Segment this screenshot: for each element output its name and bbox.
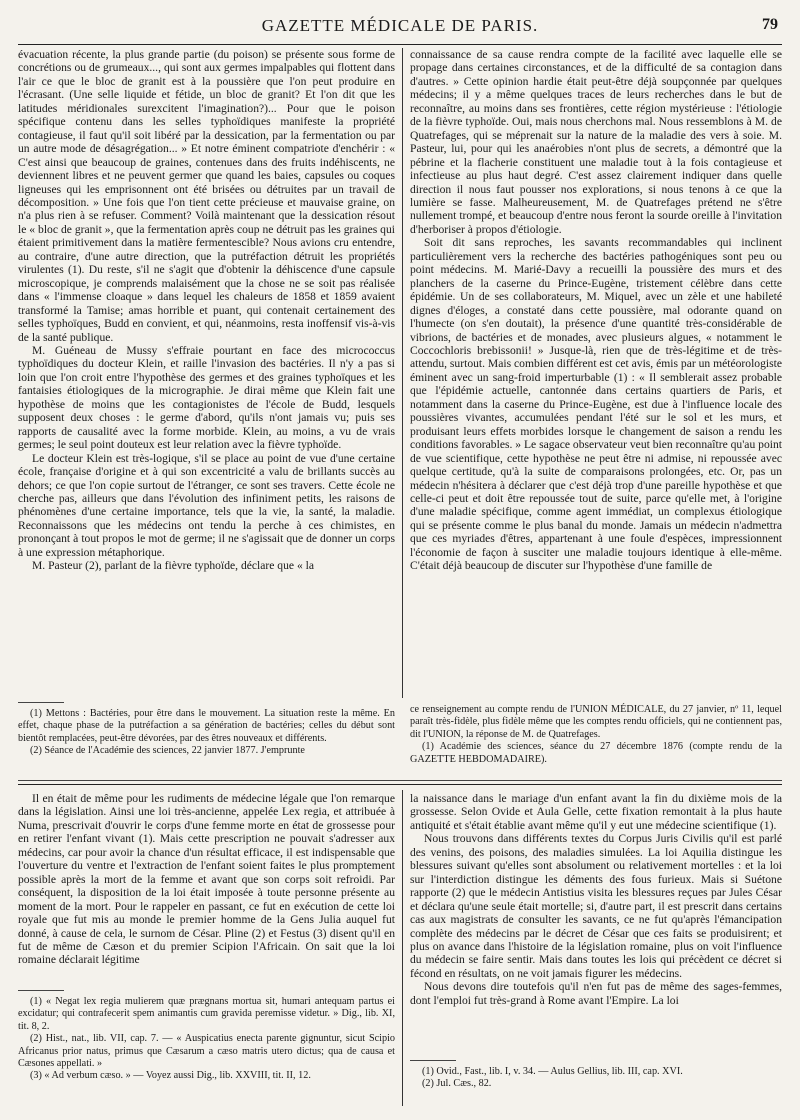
- column-divider: [402, 790, 403, 1106]
- paragraph: M. Pasteur (2), parlant de la fièvre typhoïde, déclare que « la: [32, 559, 315, 573]
- footnote: (1) Ovid., Fast., lib. I, v. 34. — Aulus Gellius, lib. III, cap. XVI.: [422, 1066, 683, 1077]
- paragraph: M. Guéneau de Mussy s'effraie pourtant en face des micrococcus typhoïdiques du docteur Klein, et raille l'invasion des bactéries. Il n'y a pas si loin que l'on croit entre l'hypothèse des germes et des graines typhoïques et les fantaisies étiologiques de la micrographie. Je dirai même que Klein fait une hypothèse de moins que les contagionistes de l'école de Budd, lesquels supposent deux choses : le germe d'abord, qu'ils n'ont jamais vu; puis ses rapports de causalité avec la forme morbide. Klein, au moins, a vu de vrais germes; le seul point douteux est leur relation avec la fièvre typhoïde.: [18, 343, 395, 452]
- footnote: (1) Mettons : Bactéries, pour être dans le mouvement. La situation reste la même. En effet, chaque phase de la putréfaction a sa génération de bactéries; celles du début sont bientôt remplacées, peut-être dévorées, par des êtres nouveaux et différents.: [18, 708, 395, 744]
- footnote-rule: [410, 1060, 456, 1061]
- bottom-left-column: [18, 792, 395, 967]
- footnote: (2) Séance de l'Académie des sciences, 22 janvier 1877. J'emprunte: [30, 745, 305, 757]
- top-left-column: [18, 48, 395, 573]
- paragraph: connaissance de sa cause rendra compte de la facilité avec laquelle elle se propage dans certaines circonstances, et de la difficulté de sa contagion dans d'autres. » Cette opinion hardie était peut-être déjà soupçonnée par quelques médecins; il y a même quelques traces de leurs recherches dans le but de reconnaître, au moins dans ses frontières, cette région mystérieuse : l'étiologie de la fièvre typhoïde. Oui, mais nous cherchons mal. Nous ressemblons à M. de Quatrefages, qui se méprenait sur la nature de la maladie des vers à soie. M. Pasteur, lui, pour qui les anaérobies n'ont plus de secrets, a démontré que la pébrine et la flacherie constituent une maladie tout à la fois contagieuse et infectieuse au plus haut degré. C'est assez clairement indiquer dans quelle direction il nous faut pousser nos explorations, si nous tenons à ce que la lumière se fasse. Malheureusement, M. de Quatrefages prétend ne s'être nullement trompé, et beaucoup d'entre nous feront la sourde oreille à l'invitation d'herboriser à propos d'étiologie.: [410, 48, 782, 236]
- bottom-left-footnotes: [18, 996, 395, 1083]
- section-rule: [18, 784, 782, 785]
- top-left-footnotes: [18, 708, 395, 758]
- footnote-rule: [18, 702, 64, 703]
- footnote-rule: [18, 990, 64, 991]
- paragraph: Il en était de même pour les rudiments de médecine légale que l'on remarque dans la législation. Ainsi une loi très-ancienne, appelée Lex regia, et attribuée à Numa, prescrivait d'ouvrir le corps d'une femme morte en état de grossesse pour en retirer l'enfant vivant (1). Mais cette prescription ne pouvait s'adresser aux médecins, car pour avoir la chance d'un résultat efficace, il est indispensable que l'ouverture du ventre et l'extraction de l'enfant soient faites le plus promptement possible après la mort de la femme et avant que son corps soit refroidi. Par conséquent, la disposition de la loi était imposée à toute personne présente au moment de la mort. Pour le rappeler en passant, ce fut en exécution de cette loi royale que fut mis au monde le premier homme de la Gens Julia auquel fut donné, à cause de cela, le surnom de César. Pline (2) et Festus (3) disent qu'il en fut de même de Cæson et du premier Scipion l'Africain. On sait que la loi romaine déclarait légitime: [18, 792, 395, 967]
- paragraph: Le docteur Klein est très-logique, s'il se place au point de vue d'une certaine école, française d'origine et à qui son excentricité a valu de brillants succès au dehors; ce que l'on copie surtout de l'étranger, ce sont ses travers. Cette école ne cherche pas, ailleurs que dans l'évolution des infiniment petits, les raisons de phénomènes d'une certaine importance, tels que la vie, la santé, la maladie. Reconnaissons que les médecins ont tendu la perche à ces chimistes, en prononçant à tout propos le mot de germe; il ne s'agissait que de donner un corps à une expression métaphorique.: [18, 451, 395, 559]
- section-rule: [18, 780, 782, 781]
- footnote: ce renseignement au compte rendu de l'UNION MÉDICALE, du 27 janvier, nº 11, lequel paraît très-fidèle, plus fidèle même que les comptes rendu officiels, qui ne contiennent pas, dit l'UNION, la réponse de M. de Quatrefages.: [410, 704, 782, 740]
- footnote: (1) Académie des sciences, séance du 27 décembre 1876 (compte rendu de la GAZETTE HEBDOMADAIRE).: [410, 741, 782, 765]
- bottom-right-column: [410, 792, 782, 1007]
- bottom-right-footnotes: [410, 1066, 782, 1091]
- footnote: (2) Jul. Cæs., 82.: [422, 1078, 492, 1090]
- journal-title: GAZETTE MÉDICALE DE PARIS.: [261, 16, 539, 35]
- top-right-footnotes: [410, 704, 782, 766]
- paragraph: Nous trouvons dans différents textes du Corpus Juris Civilis qu'il est parlé des venins, des poisons, des maladies simulées. La loi Aquilia distingue les blessures suivant qu'elles sont absolument ou relativement mortelles : et la loi sur l'interdiction distingue les déments des fous furieux. Mais si Suétone rapporte (2) que le médecin Antistius visita les blessures reçues par Jules César et déclara qu'une seule était mortelle; si, d'autre part, il est prescrit dans certains cas aux magistrats de consulter les savants, ce ne fut qu'après l'émancipation complète des médecins par le décret de César que ces faits se produisirent; et plus on avance dans l'histoire de la législation romaine, plus on voit l'influence du médecin se faire sentir. Mais dans toutes les lois qui précèdent ce décret si fécond en résultats, on ne voit jamais figurer les médecins.: [410, 832, 782, 980]
- footnote: (3) « Ad verbum cæso. » — Voyez aussi Dig., lib. XXVIII, tit. II, 12.: [30, 1070, 311, 1082]
- paragraph: la naissance dans le mariage d'un enfant avant la fin du dixième mois de la grossesse. Selon Ovide et Aula Gelle, cette fixation remontait à la plus haute antiquité et s'était établie avant même qu'il y eut une médecine scientifique (1).: [410, 792, 782, 832]
- paragraph: Nous devons dire toutefois qu'il n'en fut pas de même des sages-femmes, dont l'emploi fut très-grand à Rome avant l'Empire. La loi: [410, 980, 782, 1007]
- paragraph: évacuation récente, la plus grande partie (du poison) se présente sous forme de concrétions ou de grumeaux..., qui sont aux germes impalpables qui flottent dans l'air ce que le bloc de granit est à la poussière que l'on peut produire en l'écrasant. (Une selle liquide et fétide, un bloc de granit? Et l'on dit que les latitudes méridionales surexcitent l'imagination?)... Pour que le poison spécifique contenu dans les selles typhoïdiques manifeste la propriété contagieuse, il faut qu'il soit libéré par la dessication, par la fermentation ou par un autre mode de désagrégation... » Et notre éminent compatriote d'enchérir : « C'est ainsi que beaucoup de graines, contenues dans des fruits indéhiscents, ne deviennent libres et ne peuvent germer que quand les baies, capsules ou coques ligneuses qui les emprisonnent ont été brisées ou détruites par un travail de décomposition. » Une fois que l'on tient cette précieuse et mauvaise graine, on n'a plus rien à se refuser. Comment? Voilà maintenant que la dessication résout le « bloc de granit », que la fermentation après coup ne détruit pas les graines qui étaient primitivement dans la matière fermentescible? Nous avions cru entendre, au contraire, d'une autre direction, que la putréfaction détruit les propriétés virulentes (1). Du reste, s'il ne s'agit que d'obtenir la déhiscence d'une capsule microscopique, je comprends malaisément que la chose ne se soit pas réalisée dans « l'immense cloaque » dans lequel les chaleurs de 1858 et 1859 avaient transformé la Tamise; amas horrible et puant, qui contenait certainement des selles typhoïques, Budd en convient, et qui, néanmoins, resta inoffensif vis-à-vis de la santé publique.: [18, 48, 395, 344]
- header-rule: [18, 44, 782, 45]
- paragraph: Soit dit sans reproches, les savants recommandables qui inclinent particulièrement vers la recherche des bactéries pathogéniques sont peu ou point médecins. M. Marié-Davy a recueilli la poussière des murs et des planchers de la caserne du Prince-Eugène, tristement célèbre dans cette épidémie. Un de ses collaborateurs, M. Miquel, avec un zèle et une habileté dignes d'éloges, a constaté dans cette poussière, mal odorante quand on l'humecte (on s'en doutait), la présence d'une quantité très-considérable de vibrions, de bactéries et de monades, avec plusieurs algues, « notamment le Coccochloris brebissonii! » Jusque-là, rien que de très-légitime et de très-attendu, surtout. Mais combien différent est cet avis, émis par un météorologiste éminent avec un sang-froid imperturbable (1) : « Il semblerait assez probable que l'épidémie actuelle, cantonnée dans certains quartiers de Paris, et notamment dans la caserne du Prince-Eugène, est due à l'influence locale des poussières vivantes, accumulées pendant l'été sur le sol et les murs, et produisant leurs effets morbides lorsque le changement de saison a rendu les conditions favorables. » Le sagace observateur veut bien reconnaître qu'au point de vue scientifique, cette hypothèse ne peut être ni admise, ni repoussée avec quelque certitude, qu'à la suite de comparaisons prolongées, etc. Or, pas un médecin n'hésitera à déclarer que c'est déjà trop d'une pareille hypothèse et que celle-ci peut et doit être repoussée tout de suite, parce qu'elle met, à l'origine d'une maladie spécifique, comme agent immédiat, un complexus étiologique qui se présente comme le plus banal du monde. Jamais un médecin n'admettra que ces myriades d'êtres, appartenant à une foule d'espèces, impressionnent l'économie de façon à susciter une maladie toujours identique à elle-même. C'était déjà beaucoup de discuter sur l'hypothèse d'une famille de: [410, 236, 782, 573]
- column-divider: [402, 48, 403, 698]
- page-header: [18, 12, 782, 38]
- footnote: (2) Hist., nat., lib. VII, cap. 7. — « Auspicatius enecta parente gignuntur, sicut Scipio Africanus prior natus, primus que Cæsarum a cæso matris utero dictus; qua de causa et Cæsones appellati. »: [18, 1033, 395, 1070]
- top-right-column: [410, 48, 782, 573]
- page-number: 79: [762, 16, 778, 33]
- footnote: (1) « Negat lex regia mulierem quæ prægnans mortua sit, humari antequam partus ei excidatur; qui contrafecerit spem animantis cum gravida peremisse videtur. » Dig., lib. XI, tit. 8, 2.: [18, 996, 395, 1032]
